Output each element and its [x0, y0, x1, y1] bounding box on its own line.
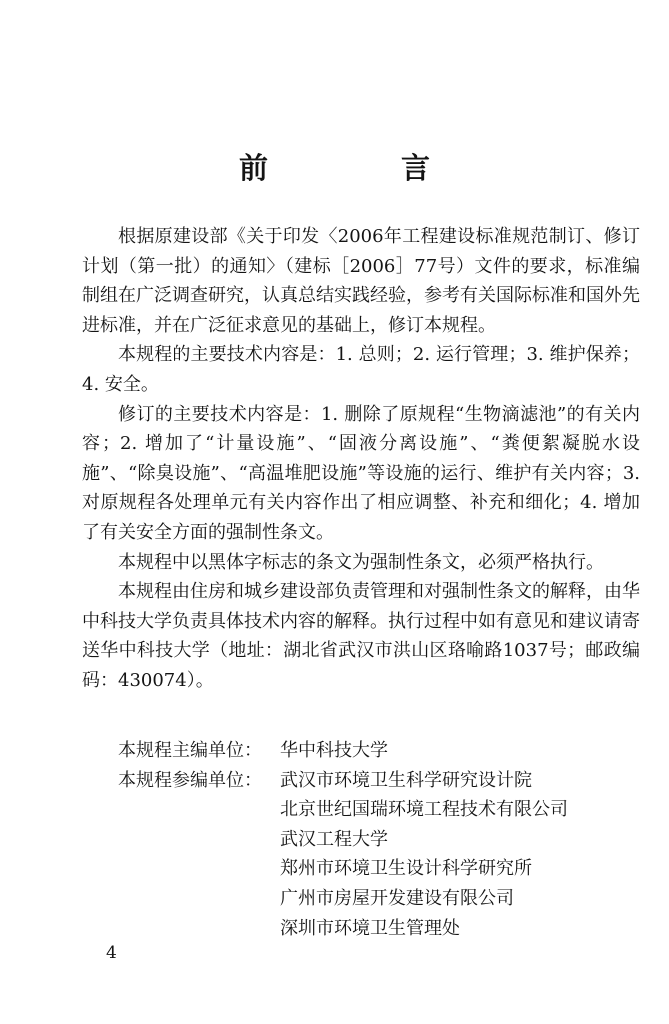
preface-paragraph-5: 本规程由住房和城乡建设部负责管理和对强制性条文的解释，由华中科技大学负责具体技术内容的解释。执行过程中如有意见和建议请寄送华中科技大学（地址：湖北省武汉市洪山区珞喻路1037号；邮政编码：430074）。 [82, 581, 640, 691]
preface-body [82, 222, 640, 696]
participating-unit-row [118, 825, 658, 855]
chief-unit-label: 本规程主编单位： [118, 740, 262, 761]
participating-unit-name: 郑州市环境卫生设计科学研究所 [280, 858, 532, 880]
list-spacer [118, 825, 280, 855]
units-list [118, 736, 658, 943]
chief-unit-name: 华中科技大学 [280, 740, 388, 761]
page-title: 前 言 [238, 151, 482, 185]
participating-unit-name: 深圳市环境卫生管理处 [280, 917, 460, 939]
chief-unit-row [118, 736, 658, 766]
participating-unit-name: 广州市房屋开发建设有限公司 [280, 887, 514, 909]
participating-unit-name: 北京世纪国瑞环境工程技术有限公司 [280, 799, 568, 821]
list-spacer [118, 914, 280, 944]
list-spacer [118, 854, 280, 884]
preface-paragraph-2: 本规程的主要技术内容是：1. 总则；2. 运行管理；3. 维护保养；4. 安全。 [82, 344, 640, 395]
participating-unit-name: 武汉工程大学 [280, 828, 388, 850]
participating-unit-row [118, 914, 658, 944]
participating-unit-row [118, 884, 658, 914]
participating-units-label: 本规程参编单位： [118, 769, 262, 791]
list-spacer [118, 795, 280, 825]
preface-paragraph-3: 修订的主要技术内容是：1. 删除了原规程“生物滴滤池”的有关内容；2. 增加了“计量设施”、“固液分离设施”、“粪便絮凝脱水设施”、“除臭设施”、“高温堆肥设施”等设施的运行、维护有关内容；3. 对原规程各处理单元有关内容作出了相应调整、补充和细化；4. 增加了有关安全方面的强制性条文。 [82, 403, 640, 543]
preface-paragraph-1: 根据原建设部《关于印发〈2006年工程建设标准规范制订、修订计划（第一批）的通知〉（建标［2006］77号）文件的要求，标准编制组在广泛调查研究，认真总结实践经验，参考有关国际标准和国外先进标准，并在广泛征求意见的基础上，修订本规程。 [82, 226, 640, 336]
page-number: 4 [106, 943, 117, 963]
participating-unit-row [118, 766, 658, 796]
list-spacer [118, 884, 280, 914]
preface-paragraph-4: 本规程中以黑体字标志的条文为强制性条文，必须严格执行。 [118, 551, 604, 573]
participating-unit-row [118, 795, 658, 825]
participating-unit-name: 武汉市环境卫生科学研究设计院 [280, 769, 532, 791]
participating-unit-row [118, 854, 658, 884]
